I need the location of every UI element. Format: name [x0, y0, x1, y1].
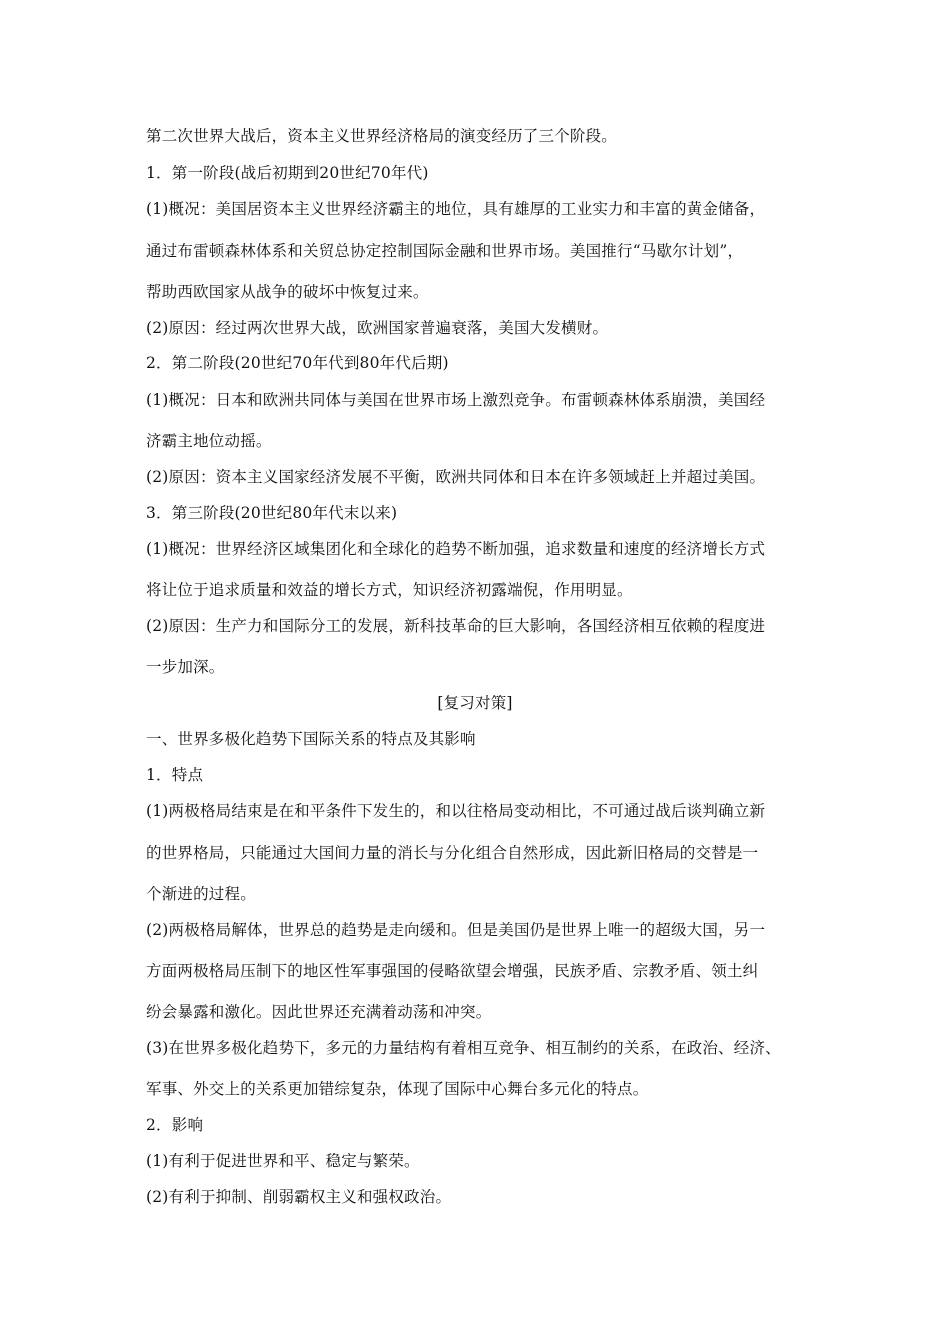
section-heading: 3．第三阶段(20世纪80年代末以来)	[146, 504, 398, 522]
text-line: 军事、外交上的关系更加错综复杂，体现了国际中心舞台多元化的特点。	[146, 1080, 649, 1098]
text-line: 第二次世界大战后，资本主义世界经济格局的演变经历了三个阶段。	[146, 127, 618, 145]
text-line: (3)在世界多极化趋势下，多元的力量结构有着相互竞争、相互制约的关系，在政治、经济、	[146, 1039, 781, 1057]
text-line: 方面两极格局压制下的地区性军事强国的侵略欲望会增强，民族矛盾、宗教矛盾、领土纠	[146, 962, 759, 980]
text-line: 济霸主地位动摇。	[146, 432, 272, 450]
text-line: (1)概况：世界经济区域集团化和全球化的趋势不断加强，追求数量和速度的经济增长方式	[146, 540, 766, 558]
text-line: 一步加深。	[146, 658, 225, 676]
text-line: 将让位于追求质量和效益的增长方式，知识经济初露端倪，作用明显。	[146, 581, 633, 599]
section-heading: 1．特点	[146, 766, 204, 784]
text-line: 的世界格局，只能通过大国间力量的消长与分化组合自然形成，因此新旧格局的交替是一	[146, 844, 759, 862]
text-line: 个渐进的过程。	[146, 885, 256, 903]
text-line: (1)有利于促进世界和平、稳定与繁荣。	[146, 1152, 420, 1170]
text-line: (2)原因：生产力和国际分工的发展，新科技革命的巨大影响，各国经济相互依赖的程度进	[146, 617, 766, 635]
section-heading: 2．第二阶段(20世纪70年代到80年代后期)	[146, 354, 449, 372]
text-line: (2)原因：经过两次世界大战，欧洲国家普遍衰落，美国大发横财。	[146, 319, 609, 337]
text-line: (1)概况：美国居资本主义世界经济霸主的地位，具有雄厚的工业实力和丰富的黄金储备，	[146, 200, 766, 218]
section-heading: 2．影响	[146, 1116, 204, 1134]
text-line: 纷会暴露和激化。因此世界还充满着动荡和冲突。	[146, 1003, 492, 1021]
section-heading: 一、世界多极化趋势下国际关系的特点及其影响	[146, 730, 476, 748]
text-line: (2)两极格局解体，世界总的趋势是走向缓和。但是美国仍是世界上唯一的超级大国，另一	[146, 921, 766, 939]
text-line: 通过布雷顿森林体系和关贸总协定控制国际金融和世界市场。美国推行“马歇尔计划”，	[146, 242, 744, 260]
text-line: 帮助西欧国家从战争的破坏中恢复过来。	[146, 283, 429, 301]
text-line: (1)两极格局结束是在和平条件下发生的，和以往格局变动相比，不可通过战后谈判确立新	[146, 802, 766, 820]
text-line: (1)概况：日本和欧洲共同体与美国在世界市场上激烈竞争。布雷顿森林体系崩溃，美国经	[146, 391, 766, 409]
text-line: (2)原因：资本主义国家经济发展不平衡，欧洲共同体和日本在许多领域赶上并超过美国。	[146, 468, 766, 486]
section-heading: 1．第一阶段(战后初期到20世纪70年代)	[146, 164, 429, 182]
text-line: (2)有利于抑制、削弱霸权主义和强权政治。	[146, 1188, 452, 1206]
review-strategy-heading: [复习对策]	[437, 694, 513, 712]
